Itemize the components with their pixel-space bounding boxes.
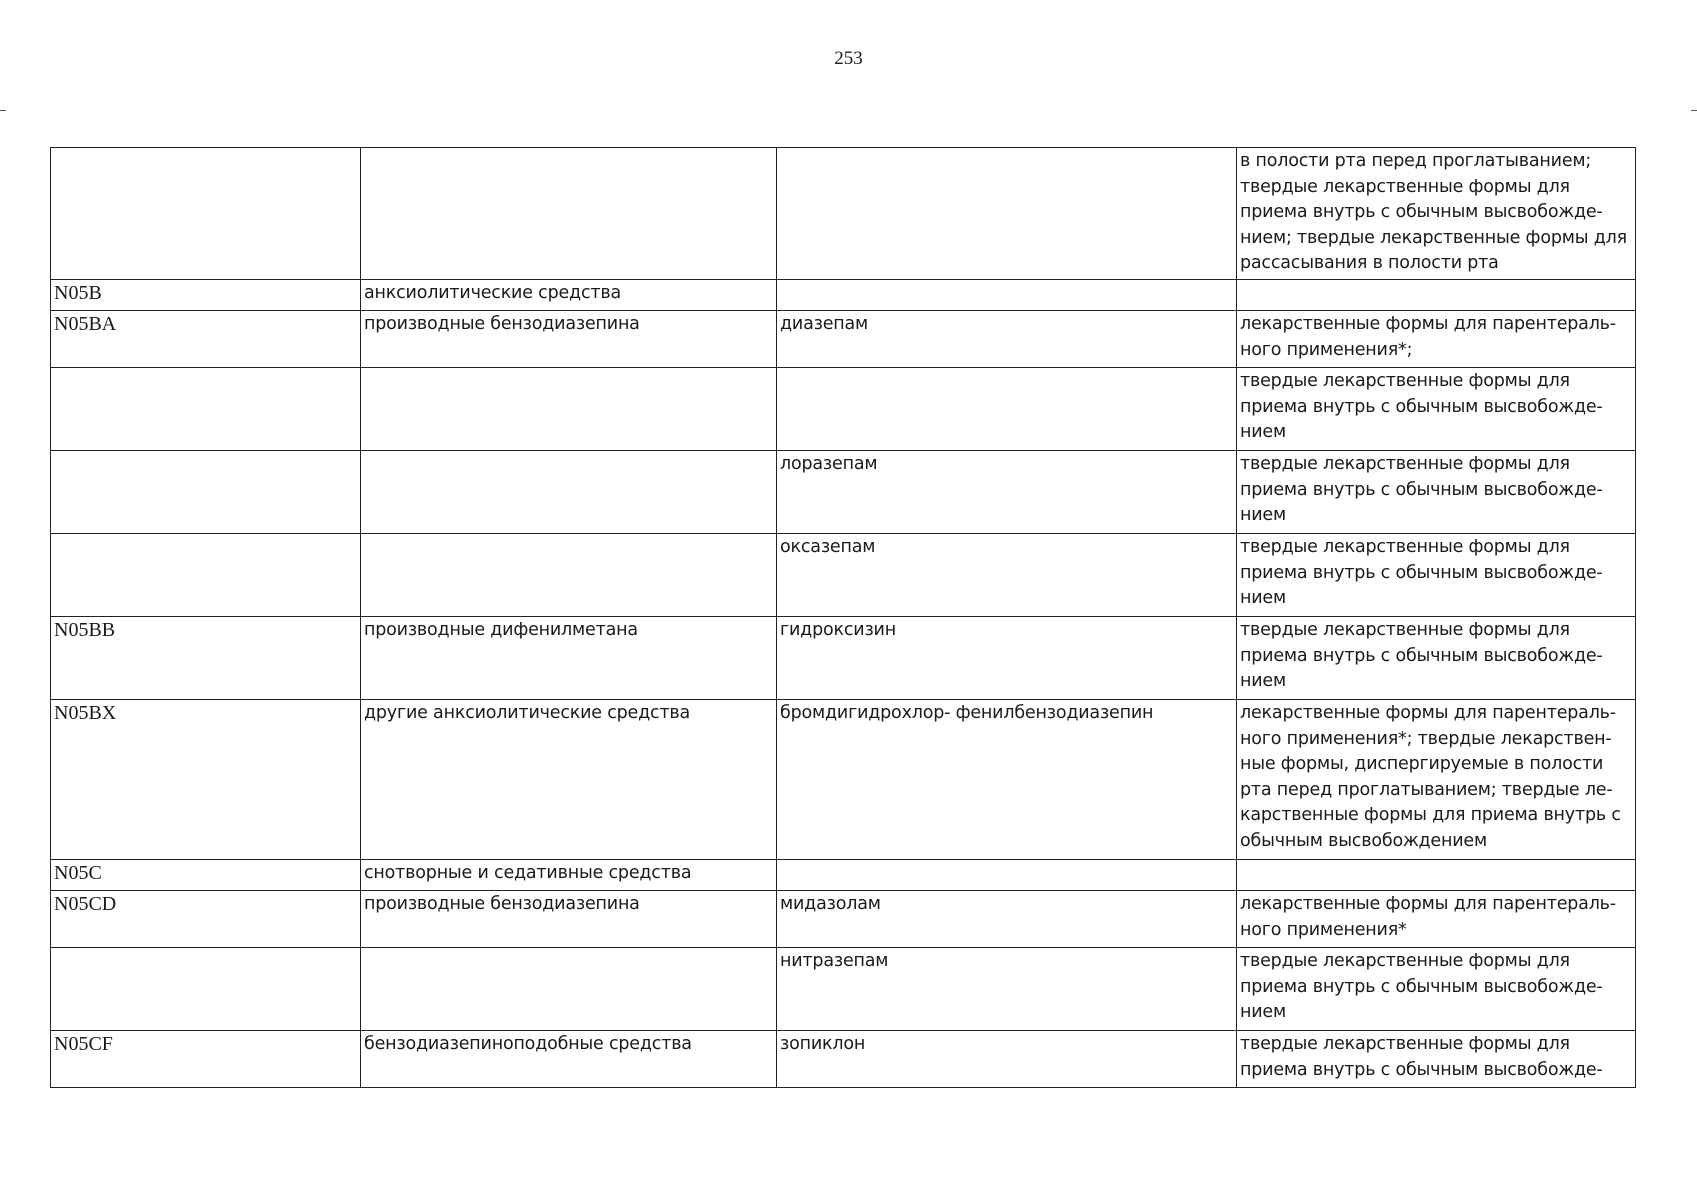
atc-code-cell: N05BX bbox=[51, 700, 361, 860]
drug-cell: гидроксизин bbox=[777, 617, 1237, 700]
table-row bbox=[51, 534, 1636, 617]
table-row bbox=[51, 280, 1636, 311]
drug-cell: диазепам bbox=[777, 311, 1237, 368]
dosage-form-cell: твердые лекарственные формы для приема внутрь с обычным высвобожде-нием bbox=[1237, 948, 1636, 1031]
drug-cell: оксазепам bbox=[777, 534, 1237, 617]
page-number: 253 bbox=[834, 48, 863, 69]
drug-cell bbox=[777, 148, 1237, 280]
table-row bbox=[51, 311, 1636, 368]
dosage-form-cell: твердые лекарственные формы для приема внутрь с обычным высвобожде-нием bbox=[1237, 451, 1636, 534]
group-cell: анксиолитические средства bbox=[361, 280, 777, 311]
dosage-form-cell: лекарственные формы для парентераль-ного применения*; bbox=[1237, 311, 1636, 368]
drug-cell: бромдигидрохлор- фенилбензодиазепин bbox=[777, 700, 1237, 860]
group-cell bbox=[361, 451, 777, 534]
drug-table bbox=[50, 147, 1636, 1088]
table-row bbox=[51, 368, 1636, 451]
atc-code-cell: N05BA bbox=[51, 311, 361, 368]
dosage-form-cell: твердые лекарственные формы для приема внутрь с обычным высвобожде-нием bbox=[1237, 368, 1636, 451]
drug-cell bbox=[777, 860, 1237, 891]
drug-cell: зопиклон bbox=[777, 1031, 1237, 1088]
table-row bbox=[51, 891, 1636, 948]
table-row bbox=[51, 148, 1636, 280]
group-cell bbox=[361, 148, 777, 280]
atc-code-cell: N05CF bbox=[51, 1031, 361, 1088]
group-cell: другие анксиолитические средства bbox=[361, 700, 777, 860]
group-cell: снотворные и седативные средства bbox=[361, 860, 777, 891]
edge-mark-left bbox=[0, 110, 6, 111]
dosage-form-cell: лекарственные формы для парентераль-ного применения*; твердые лекарствен-ные формы, диспергируемые в полости рта перед проглатыванием; твердые ле-карственные формы для приема внутрь с обычным высвобождением bbox=[1237, 700, 1636, 860]
dosage-form-cell: твердые лекарственные формы для приема внутрь с обычным высвобожде-нием bbox=[1237, 617, 1636, 700]
atc-code-cell bbox=[51, 534, 361, 617]
group-cell: производные дифенилметана bbox=[361, 617, 777, 700]
table-row bbox=[51, 948, 1636, 1031]
table-row bbox=[51, 860, 1636, 891]
group-cell: производные бензодиазепина bbox=[361, 891, 777, 948]
table-row bbox=[51, 700, 1636, 860]
drug-cell: лоразепам bbox=[777, 451, 1237, 534]
atc-code-cell: N05BB bbox=[51, 617, 361, 700]
drug-cell bbox=[777, 368, 1237, 451]
dosage-form-cell: в полости рта перед проглатыванием; твердые лекарственные формы для приема внутрь с обычным высвобожде-нием; твердые лекарственные формы для рассасывания в полости рта bbox=[1237, 148, 1636, 280]
atc-code-cell bbox=[51, 368, 361, 451]
atc-code-cell bbox=[51, 148, 361, 280]
group-cell bbox=[361, 534, 777, 617]
group-cell: производные бензодиазепина bbox=[361, 311, 777, 368]
drug-cell: нитразепам bbox=[777, 948, 1237, 1031]
atc-code-cell bbox=[51, 948, 361, 1031]
table-row bbox=[51, 1031, 1636, 1088]
drug-cell: мидазолам bbox=[777, 891, 1237, 948]
atc-code-cell: N05CD bbox=[51, 891, 361, 948]
dosage-form-cell: твердые лекарственные формы для приема внутрь с обычным высвобожде- bbox=[1237, 1031, 1636, 1088]
table-row bbox=[51, 617, 1636, 700]
atc-code-cell: N05B bbox=[51, 280, 361, 311]
table-row bbox=[51, 451, 1636, 534]
atc-code-cell: N05C bbox=[51, 860, 361, 891]
dosage-form-cell: лекарственные формы для парентераль-ного применения* bbox=[1237, 891, 1636, 948]
dosage-form-cell bbox=[1237, 280, 1636, 311]
dosage-form-cell bbox=[1237, 860, 1636, 891]
dosage-form-cell: твердые лекарственные формы для приема внутрь с обычным высвобожде-нием bbox=[1237, 534, 1636, 617]
group-cell bbox=[361, 368, 777, 451]
edge-mark-right bbox=[1691, 110, 1697, 111]
group-cell bbox=[361, 948, 777, 1031]
atc-code-cell bbox=[51, 451, 361, 534]
drug-cell bbox=[777, 280, 1237, 311]
group-cell: бензодиазепиноподобные средства bbox=[361, 1031, 777, 1088]
